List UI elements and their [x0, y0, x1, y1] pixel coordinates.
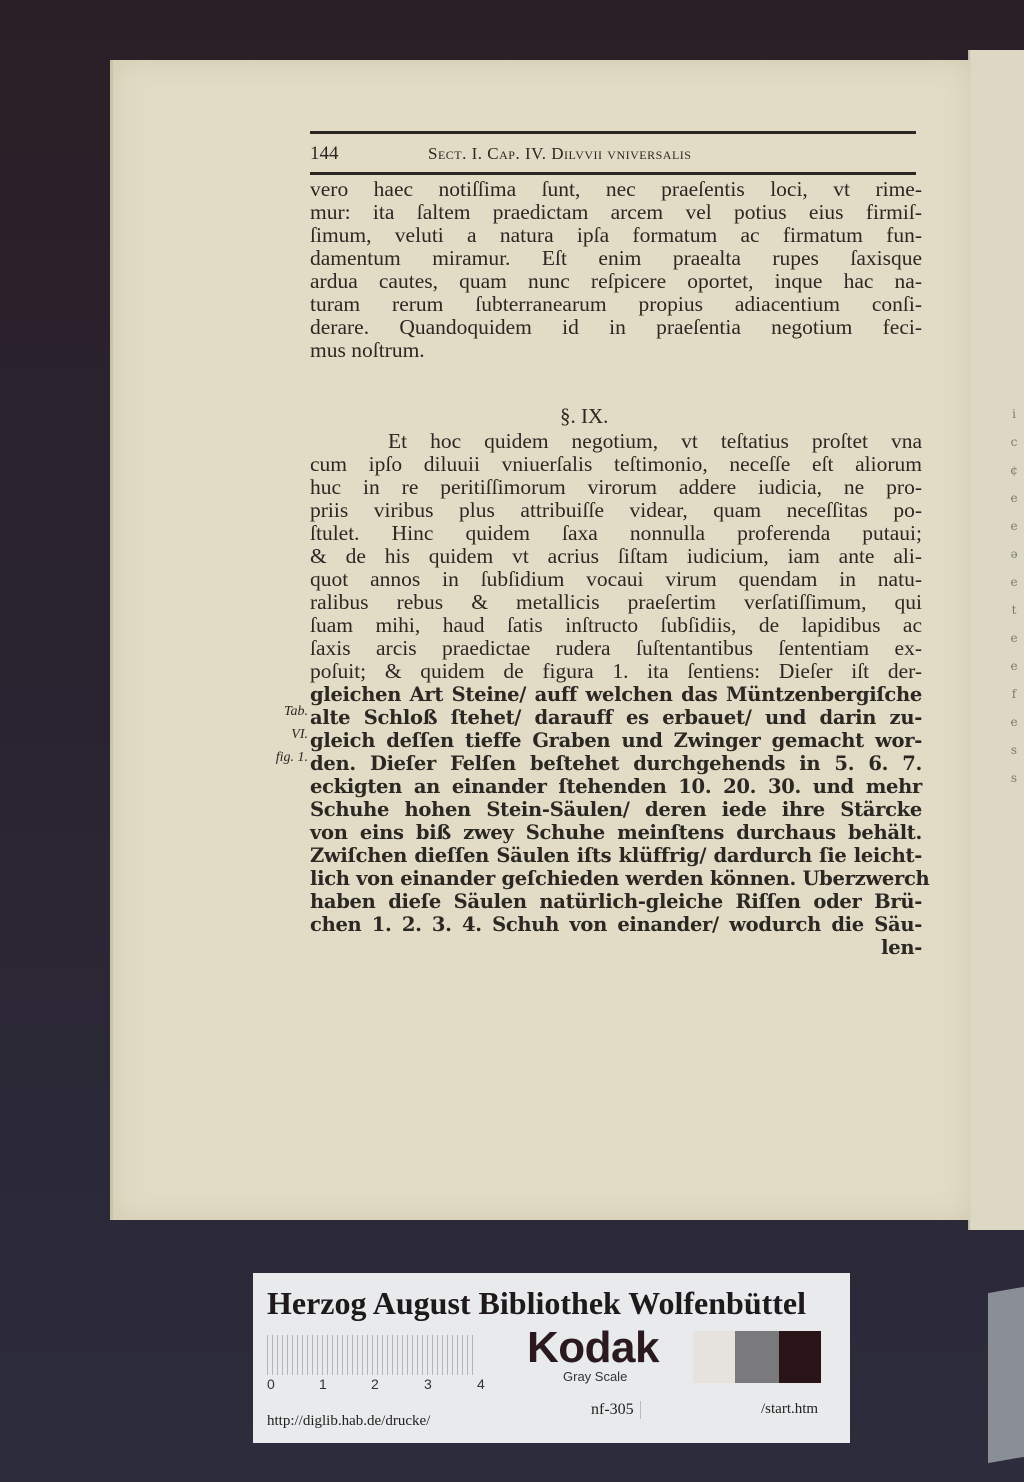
fraktur-line: lich von einander geſchieden werden können. Uberzwerch [310, 867, 930, 890]
facing-page-glyph: e [1010, 519, 1018, 533]
text-line: mus noſtrum. [310, 338, 425, 362]
page-number: 144 [310, 143, 339, 164]
url-suffix: /start.htm [761, 1401, 819, 1417]
text-line: cum ipſo diluuii vniuerſalis teſtimonio, neceſſe eſt aliorum [310, 452, 922, 476]
ruler-number: 0 [267, 1376, 275, 1392]
margin-note-figure-reference [268, 700, 308, 769]
text-line: turam rerum ſubterranearum propius adiacentium conſi- [310, 292, 922, 316]
fraktur-line: Schuhe hohen Stein-Säulen/ deren iede ihre Stärcke [310, 798, 922, 821]
facing-page-glyph: t [1011, 603, 1017, 617]
text-line: ſimum, veluti a natura ipſa formatum ac firmatum fun- [310, 223, 922, 247]
measurement-ruler [267, 1335, 477, 1375]
facing-page-glyph: ¢ [1010, 463, 1018, 477]
facing-page-glyph: i [1012, 407, 1016, 421]
swatch-white [693, 1331, 735, 1383]
text-line: vero haec notiſſima ſunt, nec praeſentis loci, vt rime- [310, 177, 922, 201]
text-line: & de his quidem vt acrius ſiſtam iudicium, iam ante ali- [310, 544, 922, 568]
facing-page-glyph: s [1010, 771, 1018, 785]
margin-note-line: VI. [291, 727, 308, 742]
ruler-number: 2 [371, 1376, 379, 1392]
text-line: damentum miramur. Eſt enim praealta rupes ſaxisque [310, 246, 922, 270]
text-line: derare. Quandoquidem id in praeſentia negotium feci- [310, 315, 922, 339]
text-line: priis viribus plus attribuiſſe videar, quam neceſſitas po- [310, 498, 922, 522]
facing-page-glyph: ə [1010, 547, 1018, 561]
facing-page-glyph: e [1010, 491, 1018, 505]
text-line: ſaxis arcis praedictae rudera ſuſtentantibus ſententiam ex- [310, 636, 922, 660]
text-line: poſuit; & quidem de figura 1. ita ſentiens: Dieſer iſt der- [310, 659, 922, 683]
fraktur-line: Zwiſchen dieſſen Säulen iſts klüffrig/ dardurch ſie leicht- [310, 844, 922, 867]
text-line: ſuam mihi, haud ſatis inſtructo ſubſidiis, de lapidibus ac [310, 613, 922, 637]
running-head-rule-bottom [310, 172, 916, 175]
text-line: ralibus rebus & metallicis praeſertim verſatiſſimum, qui [310, 590, 922, 614]
kodak-logo: Kodak [527, 1323, 659, 1372]
text-line: mur: ita ſaltem praedictam arcem vel potius eius firmiſ- [310, 200, 922, 224]
section-heading: §. IX. [560, 404, 609, 428]
swatch-gray [735, 1331, 779, 1383]
facing-page-glyph: e [1010, 659, 1018, 673]
fraktur-line: alte Schloß ſtehet/ darauff es erbauet/ und darin zu- [310, 706, 922, 729]
ruler-numbers [267, 1376, 507, 1394]
grayscale-caption: Gray Scale [563, 1369, 628, 1384]
facing-page-glyph: c [1010, 435, 1018, 449]
fraktur-line: chen 1. 2. 3. 4. Schuh von einander/ wodurch die Säu- [310, 913, 922, 936]
fraktur-line: gleichen Art Steine/ auff welchen das Müntzenbergiſche [310, 683, 922, 706]
digital-library-url: http://diglib.hab.de/drucke/ [267, 1413, 431, 1429]
text-line: Et hoc quidem negotium, vt teſtatius proſtet vna [388, 429, 922, 453]
text-line: huc in re peritiſſimorum virorum addere iudicia, ne pro- [310, 475, 922, 499]
ruler-number: 4 [477, 1376, 485, 1392]
fraktur-line: eckigten an einander ſtehenden 10. 20. 30. und mehr [310, 775, 922, 798]
library-scan-label [253, 1273, 850, 1443]
fraktur-line: den. Dieſer Felſen beſtehet durchgehends in 5. 6. 7. [310, 752, 922, 775]
text-line: ſtulet. Hinc quidem ſaxa nonnulla proferenda putaui; [310, 521, 922, 545]
ruler-number: 3 [424, 1376, 432, 1392]
facing-page-label-edge [988, 1287, 1024, 1463]
text-line: ardua cautes, quam nunc reſpicere oportet, inque hac na- [310, 269, 922, 293]
ruler-number: 1 [319, 1376, 327, 1392]
paragraph-2 [310, 429, 930, 959]
paragraph-1 [310, 178, 922, 362]
catchword: len- [881, 936, 922, 959]
margin-note-line: Tab. [283, 704, 308, 719]
running-head-title: Sect. I. Cap. IV. Dilvvii vniversalis [428, 144, 692, 163]
margin-note-line: fig. 1. [275, 750, 308, 765]
call-number: nf-305 [591, 1401, 641, 1419]
facing-page-glyph: e [1010, 631, 1018, 645]
facing-page-glyph: s [1010, 743, 1018, 757]
fraktur-line: haben dieſe Säulen natürlich-gleiche Riſſen oder Brü- [310, 890, 922, 913]
facing-page-glyph: e [1010, 715, 1018, 729]
fraktur-line: von eins biß zwey Schuhe meinſtens durchaus behält. [310, 821, 922, 844]
facing-page-text-fragments [1008, 400, 1020, 1050]
text-line: quot annos in ſubſidium vocaui virum quendam in natu- [310, 567, 922, 591]
facing-page-glyph: f [1011, 687, 1017, 701]
institution-name: Herzog August Bibliothek Wolfenbüttel [267, 1285, 807, 1321]
swatch-black [779, 1331, 821, 1383]
fraktur-line: gleich deſſen tieffe Graben und Zwinger gemacht wor- [310, 729, 922, 752]
facing-page-glyph: e [1010, 575, 1018, 589]
